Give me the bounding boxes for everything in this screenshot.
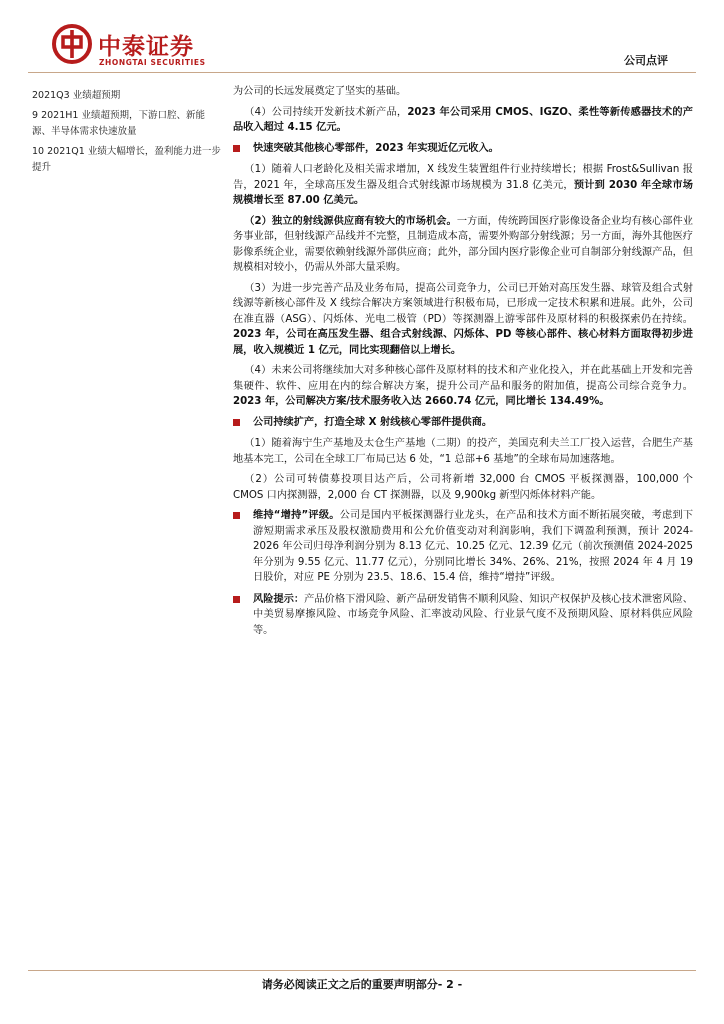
body-paragraph: （2）公司可转债募投项目达产后，公司将新增 32,000 台 CMOS 平板探测器，100,000 个 CMOS 口内探测器，2,000 台 CT 探测器，以及 9,900kg 新型闪烁体材料产能。 bbox=[233, 474, 693, 501]
paragraph-text: 公司是国内平板探测器行业龙头，在产品和技术方面不断拓展突破，考虑到下游短期需求承压及股权激励费用和公允价值变动对利润影响，我们下调盈利预测，预计 2024-2026 年公司归母净利润分别为 8.13 亿元、10.25 亿元、12.39 亿元（前次预测值 2024-2025 年分别为 9.55 亿元、11.77 亿元），分别同比增长 34%、26%、21%，按照 2024 年 4 月 19 日股价，对应 PE 分别为 23.5、18.6、15.4 倍，维持“增持”评级。 bbox=[253, 510, 694, 583]
brand-name-cn: 中泰证券 bbox=[98, 34, 194, 60]
paragraph-emphasis: 预计到 2030 年全球市场规模增长至 87.00 亿美元。 bbox=[233, 179, 693, 206]
body-paragraph bbox=[233, 214, 693, 276]
paragraph-text: 一方面，传统跨国医疗影像设备企业均有核心部件业务事业部，但射线源产品线并不完整，且制造成本高，需要外购部分射线源；另一方面，海外其他医疗影像系统企业，需要依赖射线源外部供应商；此外，部分国内医疗影像企业可自制部分射线源产品，但规模相对较小，仍需从外部大量采购。 bbox=[233, 215, 693, 273]
square-bullet-icon bbox=[233, 419, 240, 426]
square-bullet-icon bbox=[233, 145, 240, 152]
body-paragraph: 为公司的长远发展奠定了坚实的基础。 bbox=[233, 86, 407, 97]
related-report-item[interactable]: 10 2021Q1 业绩大幅增长，盈利能力进一步提升 bbox=[32, 146, 221, 173]
body-paragraph bbox=[233, 105, 693, 136]
paragraph-text: 产品价格下滑风险、新产品研发销售不顺利风险、知识产权保护及核心技术泄密风险、中美贸易摩擦风险、市场竞争风险、汇率波动风险、行业景气度不及预期风险、原材料供应风险等。 bbox=[253, 593, 693, 636]
paragraph-emphasis: 2023 年公司采用 CMOS、IGZO、柔性等新传感器技术的产品收入超过 4.15 亿元。 bbox=[233, 106, 693, 133]
section-heading-text: 风险提示： bbox=[253, 593, 305, 605]
section-heading-text: 快速突破其他核心零部件，2023 年实现近亿元收入。 bbox=[253, 142, 499, 154]
paragraph-text: （3）为进一步完善产品及业务布局，提高公司竞争力，公司已开始对高压发生器、球管及组合式射线源等新核心部件及 X 线综合解决方案领域进行积极布局，已形成一定技术积累和进展。此外，公司在准直器（ASG）、闪烁体、光电二极管（PD）等探测器上游零部件及原材料的积极探索仍在持续。 bbox=[233, 282, 693, 325]
paragraph-text: （4）公司持续开发新技术新产品， bbox=[244, 106, 408, 118]
body-paragraph bbox=[233, 281, 693, 359]
paragraph-text: （1）随着人口老龄化及相关需求增加，X 线发生装置组件行业持续增长；根据 Frost&Sullivan 报告，2021 年，全球高压发生器及组合式射线源市场规模为 31.8 亿美元， bbox=[233, 164, 693, 191]
body-paragraph: （1）随着海宁生产基地及太仓生产基地（二期）的投产，美国克利夫兰工厂投入运营，合肥生产基地基本完工，公司在全球工厂布局已达 6 处，“1 总部+6 基地”的全球布局加速落地。 bbox=[233, 438, 693, 465]
rating-section bbox=[233, 508, 693, 586]
brand-name-en: ZHONGTAI SECURITIES bbox=[99, 58, 206, 67]
related-report-item[interactable]: 2021Q3 业绩超预期 bbox=[32, 90, 121, 101]
body-paragraph bbox=[233, 162, 693, 209]
report-body bbox=[233, 84, 693, 644]
paragraph-emphasis: 2023 年，公司解决方案/技术服务收入达 2660.74 亿元，同比增长 134.49%。 bbox=[233, 396, 610, 407]
body-paragraph bbox=[233, 363, 693, 410]
zhongtai-logo-icon bbox=[52, 24, 92, 64]
header-divider bbox=[28, 72, 696, 73]
page-header bbox=[0, 0, 724, 80]
section-heading bbox=[233, 141, 693, 157]
page-footer: 请务必阅读正文之后的重要声明部分- 2 - bbox=[261, 978, 463, 991]
related-report-item[interactable]: 9 2021H1 业绩超预期，下游口腔、新能源、半导体需求快速放量 bbox=[32, 110, 205, 137]
section-heading bbox=[233, 415, 693, 431]
section-heading-text: 公司持续扩产，打造全球 X 射线核心零部件提供商。 bbox=[253, 416, 493, 428]
square-bullet-icon bbox=[233, 596, 240, 603]
footer-divider bbox=[28, 970, 696, 971]
section-heading-text: 维持“增持”评级。 bbox=[253, 510, 340, 521]
square-bullet-icon bbox=[233, 512, 240, 519]
related-reports-sidebar bbox=[32, 88, 222, 180]
paragraph-emphasis: 2023 年，公司在高压发生器、组合式射线源、闪烁体、PD 等核心部件、核心材料方面取得初步进展，收入规模近 1 亿元，同比实现翻倍以上增长。 bbox=[233, 329, 693, 356]
paragraph-emphasis: （2）独立的射线源供应商有较大的市场机会。 bbox=[244, 215, 457, 227]
paragraph-text: （4）未来公司将继续加大对多种核心部件及原材料的技术和产业化投入，并在此基础上开发和完善集硬件、软件、应用在内的综合解决方案，提升公司产品和服务的附加值，提高公司综合竞争力。 bbox=[233, 365, 693, 392]
document-type: 公司点评 bbox=[624, 54, 668, 67]
risk-warning-section bbox=[233, 592, 693, 639]
